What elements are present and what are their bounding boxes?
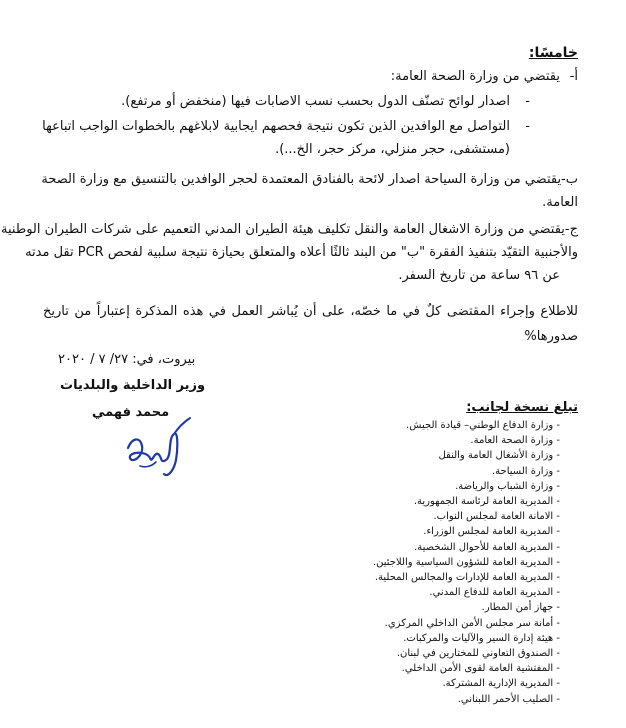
para-b-line2: العامة. — [542, 195, 578, 210]
para-a-intro: يقتضي من وزارة الصحة العامة: — [390, 69, 560, 84]
cc-item: - وزارة السياحة. — [492, 465, 560, 478]
handwritten-signature — [118, 408, 208, 480]
signature-name: محمد فهمي — [92, 405, 170, 420]
cc-item: - المديرية العامة للإدارات والمجالس المحلية. — [375, 571, 560, 584]
cc-item: - جهاز أمن المطار. — [482, 601, 560, 614]
para-b-line1: ب-يقتضي من وزارة السياحة اصدار لائحة بالفنادق المعتمدة لحجر الوافدين بالتنسيق مع وزارة الصحة — [41, 172, 578, 187]
cc-item: - الامانة العامة لمجلس النواب. — [434, 510, 561, 523]
cc-item: - المديرية العامة للدفاع المدني. — [429, 586, 560, 599]
cc-item: - وزارة الصحة العامة. — [470, 434, 560, 447]
signature-title: وزير الداخلية والبلديات — [60, 378, 206, 393]
para-a-label: أ- — [569, 69, 578, 84]
section-heading: خامسًا: — [528, 45, 578, 61]
cc-item: - المديرية الإدارية المشتركة. — [442, 677, 560, 690]
closing-line1: للاطلاع وإجراء المقتضى كلٌ في ما خصّه، على أن يُباشر العمل في هذه المذكرة إعتباراً من تاريخ — [43, 304, 578, 319]
cc-heading: تبلغ نسخة لجانب: — [466, 400, 578, 415]
para-a-bullet2-line2: (مستشفى، حجر منزلي، مركز حجر، الخ...). — [275, 142, 510, 157]
closing-line2: صدورها% — [524, 329, 578, 344]
cc-item: - المديرية العامة لرئاسة الجمهورية. — [414, 495, 560, 508]
para-a-bullet2-line1: التواصل مع الوافدين الذين تكون نتيجة فحصهم ايجابية لابلاغهم بالخطوات الواجب اتباعها — [42, 119, 510, 134]
para-c-line2: والأجنبية التقيّد بتنفيذ الفقرة "ب" من البند ثالثًا أعلاه والمتعلق بحيازة نتيجة سلبية لفحص PCR تقل مدته — [25, 245, 578, 260]
cc-item: - المديرية العامة لمجلس الوزراء. — [423, 525, 560, 538]
cc-item: - الصندوق التعاوني للمختارين في لبنان. — [397, 647, 560, 660]
para-c-line1: ج-يقتضي من وزارة الاشغال العامة والنقل تكليف هيئة الطيران المدني التعميم على شركات الطيران الوطنية — [1, 222, 578, 237]
cc-item: - أمانة سر مجلس الأمن الداخلي المركزي. — [385, 617, 560, 630]
cc-item: - الصليب الأحمر اللبناني. — [458, 693, 560, 706]
cc-item: - وزارة الأشغال العامة والنقل — [438, 449, 560, 462]
cc-item: - وزارة الدفاع الوطني– قيادة الجيش. — [406, 419, 560, 432]
cc-item: - وزارة الشباب والرياضة. — [455, 480, 560, 493]
cc-item: - المديرية العامة للشؤون السياسية واللاجئين. — [373, 556, 560, 569]
cc-item: - المديرية العامة للأحوال الشخصية. — [414, 541, 560, 554]
cc-item: - المفتشية العامة لقوى الأمن الداخلي. — [402, 662, 560, 675]
signature-date: بيروت، في: ٢٧/ ٧ / ٢٠٢٠ — [58, 352, 196, 367]
cc-item: - هيئة إدارة السير والآليات والمركبات. — [403, 632, 560, 645]
bullet-dash: - — [525, 94, 530, 109]
para-c-line3: عن ٩٦ ساعة من تاريخ السفر. — [398, 268, 560, 283]
bullet-dash: - — [525, 119, 530, 134]
para-a-bullet1: اصدار لوائح تصنّف الدول بحسب نسب الاصابات فيها (منخفض أو مرتفع). — [121, 94, 510, 109]
